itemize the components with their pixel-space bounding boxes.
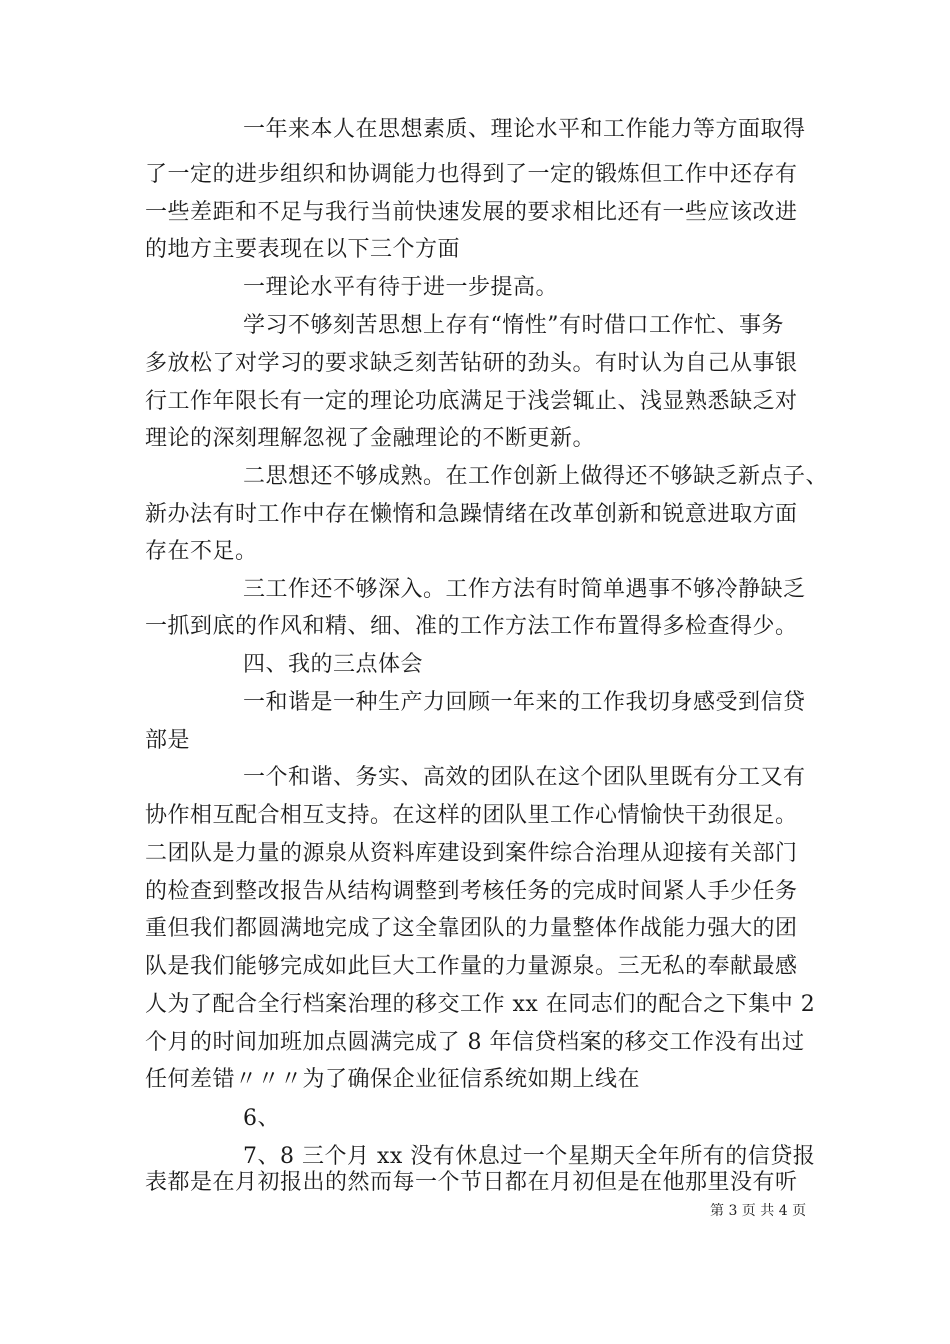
paragraph-line: 新办法有时工作中存在懒惰和急躁情绪在改革创新和锐意进取方面 <box>145 502 798 527</box>
paragraph-line: 多放松了对学习的要求缺乏刻苦钻研的劲头。有时认为自己从事银 <box>145 351 798 376</box>
paragraph-line: 一抓到底的作风和精、细、准的工作方法工作布置得多检查得少。 <box>145 614 798 639</box>
paragraph-line: 任何差错〃〃〃为了确保企业征信系统如期上线在 <box>145 1067 641 1092</box>
paragraph-line: 学习不够刻苦思想上存有“惰性”有时借口工作忙、事务 <box>243 313 784 338</box>
paragraph-line: 一个和谐、务实、高效的团队在这个团队里既有分工又有 <box>243 765 806 790</box>
paragraph-line: 协作相互配合相互支持。在这样的团队里工作心情愉快干劲很足。 <box>145 803 798 828</box>
paragraph-line: 人为了配合全行档案治理的移交工作 xx 在同志们的配合之下集中 2 <box>145 992 816 1017</box>
paragraph-line: 个月的时间加班加点圆满完成了 8 年信贷档案的移交工作没有出过 <box>145 1030 805 1055</box>
paragraph-line: 队是我们能够完成如此巨大工作量的力量源泉。三无私的奉献最感 <box>145 954 798 979</box>
section-heading: 四、我的三点体会 <box>243 652 424 677</box>
paragraph-line: 二思想还不够成熟。在工作创新上做得还不够缺乏新点子、 <box>243 464 829 489</box>
paragraph-line: 存在不足。 <box>145 539 258 564</box>
paragraph-line: 部是 <box>145 728 191 753</box>
paragraph-line: 二团队是力量的源泉从资料库建设到案件综合治理从迎接有关部门 <box>145 841 798 866</box>
paragraph-line: 6、 <box>243 1106 280 1131</box>
paragraph-line: 重但我们都圆满地完成了这全靠团队的力量整体作战能力强大的团 <box>145 916 798 941</box>
section-heading: 一理论水平有待于进一步提高。 <box>243 275 559 300</box>
paragraph-line: 一些差距和不足与我行当前快速发展的要求相比还有一些应该改进 <box>145 200 798 225</box>
paragraph-line: 一年来本人在思想素质、理论水平和工作能力等方面取得 <box>243 117 806 142</box>
paragraph-line: 7、8 三个月 xx 没有休息过一个星期天全年所有的信贷报 <box>243 1144 816 1169</box>
paragraph-line: 的地方主要表现在以下三个方面 <box>145 237 461 262</box>
page-number-footer: 第 3 页 共 4 页 <box>710 1203 807 1219</box>
paragraph-line: 理论的深刻理解忽视了金融理论的不断更新。 <box>145 426 596 451</box>
paragraph-line: 表都是在月初报出的然而每一个节日都在月初但是在他那里没有听 <box>145 1170 798 1195</box>
paragraph-line: 的检查到整改报告从结构调整到考核任务的完成时间紧人手少任务 <box>145 879 798 904</box>
paragraph-line: 三工作还不够深入。工作方法有时简单遇事不够冷静缺乏 <box>243 577 806 602</box>
paragraph-line: 行工作年限长有一定的理论功底满足于浅尝辄止、浅显熟悉缺乏对 <box>145 389 798 414</box>
paragraph-line: 一和谐是一种生产力回顾一年来的工作我切身感受到信贷 <box>243 690 806 715</box>
paragraph-line: 了一定的进步组织和协调能力也得到了一定的锻炼但工作中还存有 <box>145 162 798 187</box>
